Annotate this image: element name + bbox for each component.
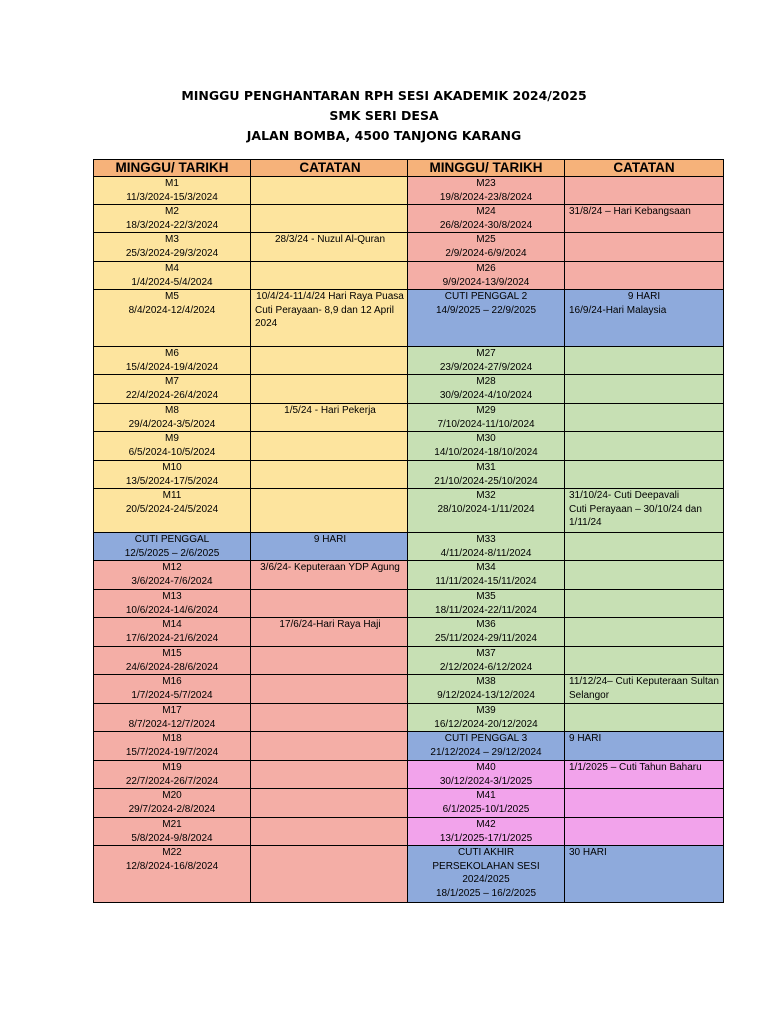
week-dates: 23/9/2024-27/9/2024 [439, 361, 533, 373]
week-dates: 18/3/2024-22/3/2024 [125, 219, 219, 231]
document-header [0, 86, 768, 146]
note-line-2: Cuti Perayaan – 30/10/24 dan 1/11/24 [569, 503, 702, 528]
table-row [408, 647, 724, 675]
week-cell [94, 290, 251, 347]
week-dates: 9/12/2024-13/12/2024 [437, 689, 535, 701]
school-address: JALAN BOMBA, 4500 TANJONG KARANG [246, 128, 522, 143]
week-label: M31 [476, 462, 496, 473]
table-row [94, 461, 410, 489]
note-cell [565, 561, 724, 590]
note-cell [251, 177, 410, 205]
week-label: M33 [476, 534, 496, 545]
week-label: M21 [162, 819, 182, 830]
note-cell [251, 761, 410, 789]
week-dates: 9/9/2024-13/9/2024 [442, 276, 530, 288]
week-cell [94, 704, 251, 732]
note-line-1: 9 HARI [627, 291, 661, 302]
note-cell: 1/5/24 - Hari Pekerja [251, 404, 410, 432]
week-cell [408, 533, 565, 561]
week-cell [94, 205, 251, 233]
note-cell [565, 177, 724, 205]
note-cell [251, 290, 410, 347]
table-row [408, 375, 724, 404]
week-label: M25 [476, 234, 496, 245]
column-header-note: CATATAN [251, 160, 410, 177]
table-row [94, 375, 410, 404]
week-label: M29 [476, 405, 496, 416]
table-row [408, 704, 724, 732]
week-dates: 8/4/2024-12/4/2024 [128, 304, 216, 316]
week-dates: 13/1/2025-17/1/2025 [439, 832, 533, 844]
week-cell [408, 290, 565, 347]
week-cell [94, 647, 251, 675]
week-dates: 28/10/2024-1/11/2024 [437, 503, 535, 515]
week-cell [94, 177, 251, 205]
column-header-week: MINGGU/ TARIKH [408, 160, 565, 177]
week-cell [408, 347, 565, 375]
week-label: M7 [165, 376, 179, 387]
table-row [94, 846, 410, 903]
week-cell [408, 761, 565, 789]
week-label: M20 [162, 790, 182, 801]
week-label: M41 [476, 790, 496, 801]
week-cell [408, 675, 565, 704]
week-cell [94, 347, 251, 375]
table-row [94, 262, 410, 290]
note-cell [251, 647, 410, 675]
table-row [408, 262, 724, 290]
week-label: M35 [476, 591, 496, 602]
note-cell [251, 818, 410, 846]
week-dates: 10/6/2024-14/6/2024 [125, 604, 219, 616]
note-cell [565, 262, 724, 290]
week-cell [408, 432, 565, 461]
table-row [408, 177, 724, 205]
week-label: M39 [476, 705, 496, 716]
table-row [94, 675, 410, 704]
week-dates: 4/11/2024-8/11/2024 [440, 547, 532, 559]
note-cell [565, 233, 724, 262]
table-row [94, 177, 410, 205]
week-dates: 14/10/2024-18/10/2024 [434, 446, 538, 458]
week-cell [408, 561, 565, 590]
week-dates: 15/7/2024-19/7/2024 [125, 746, 219, 758]
week-dates: 22/7/2024-26/7/2024 [125, 775, 219, 787]
week-cell [408, 404, 565, 432]
table-row [408, 590, 724, 618]
note-cell: 9 HARI [251, 533, 410, 561]
table-row [408, 818, 724, 846]
week-cell [94, 533, 251, 561]
note-cell [565, 789, 724, 818]
note-cell [565, 533, 724, 561]
week-label: M9 [165, 433, 179, 444]
note-cell [251, 675, 410, 704]
note-cell [251, 704, 410, 732]
table-row [408, 789, 724, 818]
note-cell: 31/8/24 – Hari Kebangsaan [565, 205, 724, 233]
table-row [408, 761, 724, 789]
note-cell: 11/12/24– Cuti Keputeraan Sultan Selangor [565, 675, 724, 704]
week-label: M6 [165, 348, 179, 359]
note-cell [565, 432, 724, 461]
note-cell: 9 HARI [565, 732, 724, 761]
week-label: M42 [476, 819, 496, 830]
week-dates: 22/4/2024-26/4/2024 [125, 389, 219, 401]
table-row [408, 205, 724, 233]
week-label: M24 [476, 206, 496, 217]
note-cell [565, 818, 724, 846]
table-row [408, 561, 724, 590]
week-label: M16 [162, 676, 182, 687]
week-dates: 8/7/2024-12/7/2024 [128, 718, 216, 730]
note-cell [565, 290, 724, 347]
table-row [408, 461, 724, 489]
document-title: MINGGU PENGHANTARAN RPH SESI AKADEMIK 2024/2025 [181, 88, 587, 103]
week-dates: 29/4/2024-3/5/2024 [128, 418, 216, 430]
note-cell [251, 732, 410, 761]
week-dates: 2/9/2024-6/9/2024 [445, 247, 527, 259]
week-dates: 24/6/2024-28/6/2024 [125, 661, 219, 673]
week-label: M13 [162, 591, 182, 602]
week-label: M30 [476, 433, 496, 444]
note-cell: 28/3/24 - Nuzul Al-Quran [251, 233, 410, 262]
week-cell [408, 262, 565, 290]
week-dates: 12/8/2024-16/8/2024 [125, 860, 219, 872]
week-cell [408, 618, 565, 647]
table-row [94, 761, 410, 789]
table-row [94, 818, 410, 846]
week-dates: 6/5/2024-10/5/2024 [128, 446, 216, 458]
table-row [408, 618, 724, 647]
week-cell [94, 489, 251, 533]
table-row [94, 732, 410, 761]
note-line-2: Cuti Perayaan- 8,9 dan 12 April 2024 [255, 304, 394, 329]
note-cell [251, 489, 410, 533]
week-label: M5 [165, 291, 179, 302]
week-label: M19 [162, 762, 182, 773]
table-row [408, 404, 724, 432]
week-label: M28 [476, 376, 496, 387]
week-label: M40 [476, 762, 496, 773]
week-dates: 17/6/2024-21/6/2024 [125, 632, 219, 644]
week-label: M34 [476, 562, 496, 573]
note-cell [251, 461, 410, 489]
week-cell [94, 618, 251, 647]
week-cell [94, 818, 251, 846]
week-label: M37 [476, 648, 496, 659]
week-cell [94, 590, 251, 618]
table-row [408, 233, 724, 262]
week-label: M15 [162, 648, 182, 659]
note-cell [251, 347, 410, 375]
week-dates: 14/9/2025 – 22/9/2025 [435, 304, 537, 316]
week-dates: 20/5/2024-24/5/2024 [125, 503, 219, 515]
week-cell [94, 461, 251, 489]
note-cell [251, 375, 410, 404]
school-name: SMK SERI DESA [329, 108, 439, 123]
week-dates: 25/11/2024-29/11/2024 [435, 632, 537, 644]
week-cell [94, 846, 251, 903]
week-dates: 18/1/2025 – 16/2/2025 [435, 887, 537, 899]
note-cell: 1/1/2025 – Cuti Tahun Baharu [565, 761, 724, 789]
week-dates: 12/5/2025 – 2/6/2025 [124, 547, 220, 559]
week-label: M36 [476, 619, 496, 630]
week-dates: 15/4/2024-19/4/2024 [125, 361, 219, 373]
week-label: M2 [165, 206, 179, 217]
week-label: CUTI PENGGAL 3 [444, 733, 528, 744]
week-cell [408, 461, 565, 489]
table-row [94, 533, 410, 561]
week-cell [94, 233, 251, 262]
week-label: M1 [165, 178, 179, 189]
week-dates: 21/10/2024-25/10/2024 [434, 475, 538, 487]
note-line-1: 10/4/24-11/4/24 Hari Raya Puasa [256, 291, 404, 302]
schedule-table-right [407, 159, 724, 903]
note-cell: 3/6/24- Keputeraan YDP Agung [251, 561, 410, 590]
table-row [94, 618, 410, 647]
week-label: M22 [162, 847, 182, 858]
week-dates: 21/12/2024 – 29/12/2024 [430, 746, 542, 758]
week-cell [408, 704, 565, 732]
note-cell [251, 432, 410, 461]
week-label: M38 [476, 676, 496, 687]
table-row [94, 704, 410, 732]
table-row [408, 290, 724, 347]
week-cell [94, 761, 251, 789]
note-cell [565, 375, 724, 404]
table-row [94, 233, 410, 262]
table-row [408, 489, 724, 533]
week-label: M17 [162, 705, 182, 716]
note-cell [251, 205, 410, 233]
table-row [94, 489, 410, 533]
week-cell [408, 489, 565, 533]
table-header-row [94, 160, 410, 177]
table-row [94, 432, 410, 461]
table-row [94, 647, 410, 675]
table-row [408, 732, 724, 761]
note-cell [251, 590, 410, 618]
week-label: CUTI AKHIR PERSEKOLAHAN SESI 2024/2025 [432, 847, 540, 885]
week-label: CUTI PENGGAL 2 [444, 291, 528, 302]
note-cell [565, 647, 724, 675]
note-cell [565, 618, 724, 647]
week-dates: 1/7/2024-5/7/2024 [131, 689, 213, 701]
week-cell [94, 789, 251, 818]
note-cell [565, 404, 724, 432]
note-cell [565, 590, 724, 618]
week-label: M3 [165, 234, 179, 245]
table-row [94, 290, 410, 347]
week-dates: 19/8/2024-23/8/2024 [439, 191, 533, 203]
week-cell [94, 262, 251, 290]
week-label: M12 [162, 562, 182, 573]
week-dates: 7/10/2024-11/10/2024 [437, 418, 535, 430]
week-cell [94, 404, 251, 432]
note-cell [251, 789, 410, 818]
week-dates: 11/11/2024-15/11/2024 [435, 575, 537, 587]
note-cell [565, 489, 724, 533]
week-cell [94, 732, 251, 761]
week-dates: 11/3/2024-15/3/2024 [126, 191, 218, 203]
week-label: M32 [476, 490, 496, 501]
week-dates: 26/8/2024-30/8/2024 [439, 219, 533, 231]
week-cell [94, 675, 251, 704]
table-row [408, 533, 724, 561]
week-cell [408, 647, 565, 675]
week-dates: 16/12/2024-20/12/2024 [434, 718, 538, 730]
note-cell [565, 461, 724, 489]
week-label: M27 [476, 348, 496, 359]
table-row [94, 205, 410, 233]
column-header-note: CATATAN [565, 160, 724, 177]
week-cell [408, 590, 565, 618]
schedule-table-left [93, 159, 410, 903]
week-dates: 3/6/2024-7/6/2024 [131, 575, 213, 587]
table-row [94, 404, 410, 432]
week-dates: 1/4/2024-5/4/2024 [131, 276, 213, 288]
table-row [94, 590, 410, 618]
table-row [94, 347, 410, 375]
table-row [408, 432, 724, 461]
note-cell [251, 262, 410, 290]
note-line-1: 31/10/24- Cuti Deepavali [569, 490, 680, 501]
week-cell [408, 205, 565, 233]
note-cell: 30 HARI [565, 846, 724, 903]
week-dates: 2/12/2024-6/12/2024 [439, 661, 533, 673]
week-cell [94, 375, 251, 404]
week-label: M18 [162, 733, 182, 744]
note-cell [251, 846, 410, 903]
note-cell: 17/6/24-Hari Raya Haji [251, 618, 410, 647]
week-cell [408, 375, 565, 404]
week-cell [408, 818, 565, 846]
week-dates: 29/7/2024-2/8/2024 [128, 803, 216, 815]
week-dates: 30/12/2024-3/1/2025 [439, 775, 533, 787]
table-row [408, 846, 724, 903]
week-label: CUTI PENGGAL [134, 534, 210, 545]
week-dates: 13/5/2024-17/5/2024 [125, 475, 219, 487]
week-label: M4 [165, 263, 179, 274]
week-label: M23 [476, 178, 496, 189]
week-cell [408, 789, 565, 818]
week-cell [408, 233, 565, 262]
note-line-2: 16/9/24-Hari Malaysia [569, 304, 667, 316]
note-cell [565, 347, 724, 375]
table-header-row [408, 160, 724, 177]
table-row [408, 347, 724, 375]
week-dates: 30/9/2024-4/10/2024 [439, 389, 533, 401]
week-dates: 18/11/2024-22/11/2024 [435, 604, 537, 616]
week-label: M10 [162, 462, 182, 473]
week-cell [408, 732, 565, 761]
week-dates: 5/8/2024-9/8/2024 [131, 832, 213, 844]
week-cell [408, 177, 565, 205]
week-cell [94, 432, 251, 461]
week-dates: 25/3/2024-29/3/2024 [125, 247, 219, 259]
table-row [94, 561, 410, 590]
table-row [94, 789, 410, 818]
week-label: M14 [162, 619, 182, 630]
week-label: M11 [162, 490, 182, 501]
column-header-week: MINGGU/ TARIKH [94, 160, 251, 177]
week-label: M8 [165, 405, 179, 416]
week-dates: 6/1/2025-10/1/2025 [442, 803, 530, 815]
week-label: M26 [476, 263, 496, 274]
week-cell [408, 846, 565, 903]
week-cell [94, 561, 251, 590]
table-row [408, 675, 724, 704]
note-cell [565, 704, 724, 732]
